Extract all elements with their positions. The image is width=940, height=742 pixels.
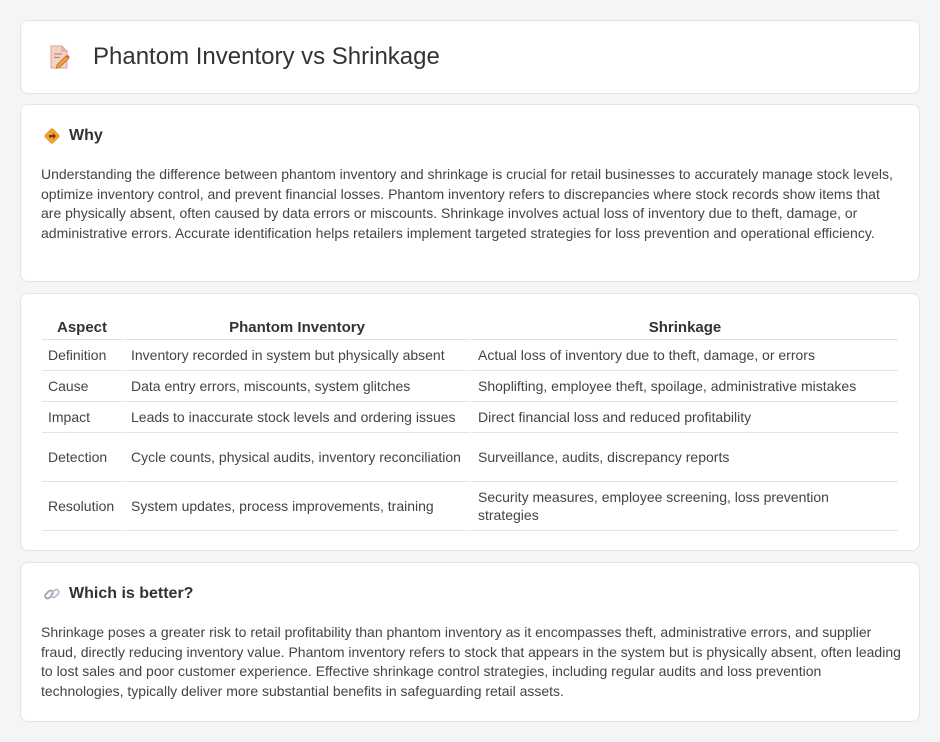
which-better-section	[20, 562, 920, 722]
row-aspect: Detection	[42, 433, 122, 482]
row-phantom-value: Leads to inaccurate stock levels and ordering issues	[122, 402, 469, 433]
page-title: Phantom Inventory vs Shrinkage	[93, 43, 440, 70]
better-title: Which is better?	[69, 585, 194, 602]
why-heading	[43, 127, 103, 145]
diamond-direction-icon	[43, 127, 61, 145]
comparison-table	[42, 315, 898, 531]
why-title: Why	[69, 127, 103, 144]
better-heading	[43, 585, 193, 603]
row-shrinkage-value: Actual loss of inventory due to theft, damage, or errors	[469, 340, 898, 371]
table-row	[42, 433, 898, 482]
link-icon	[43, 585, 61, 603]
comparison-section	[20, 293, 920, 551]
row-shrinkage-value: Shoplifting, employee theft, spoilage, administrative mistakes	[469, 371, 898, 402]
row-aspect: Resolution	[42, 482, 122, 531]
header-card	[20, 20, 920, 94]
table-row	[42, 402, 898, 433]
row-phantom-value: Inventory recorded in system but physically absent	[122, 340, 469, 371]
better-text: Shrinkage poses a greater risk to retail profitability than phantom inventory as it encompasses theft, administrative errors, and supplier fraud, directly reducing inventory value. Phantom inventory refers to stock that appears in the system but is physically absent, often leading to lost sales and poor customer experience. Effective shrinkage control strategies, including regular audits and loss prevention technologies, typically deliver more substantial benefits in safeguarding retail assets.	[41, 624, 901, 699]
table-row	[42, 371, 898, 402]
table-row	[42, 340, 898, 371]
table-header-row	[42, 315, 898, 340]
row-shrinkage-value: Security measures, employee screening, loss prevention strategies	[469, 482, 898, 531]
header-phantom-inventory: Phantom Inventory	[122, 315, 469, 340]
page-header	[45, 43, 440, 71]
row-phantom-value: Cycle counts, physical audits, inventory reconciliation	[122, 433, 469, 482]
header-aspect: Aspect	[42, 315, 122, 340]
row-shrinkage-value: Surveillance, audits, discrepancy reports	[469, 433, 898, 482]
header-shrinkage: Shrinkage	[469, 315, 898, 340]
table-row	[42, 482, 898, 531]
why-section	[20, 104, 920, 282]
row-shrinkage-value: Direct financial loss and reduced profitability	[469, 402, 898, 433]
row-phantom-value: Data entry errors, miscounts, system glitches	[122, 371, 469, 402]
row-aspect: Definition	[42, 340, 122, 371]
document-pencil-icon	[45, 43, 73, 71]
why-text: Understanding the difference between phantom inventory and shrinkage is crucial for retail businesses to accurately manage stock levels, optimize inventory control, and prevent financial losses. Phantom inventory refers to discrepancies where stock records show items that are physically absent, often caused by data errors or miscounts. Shrinkage involves actual loss of inventory due to theft, damage, or administrative errors. Accurate identification helps retailers implement targeted strategies for loss prevention and operational efficiency.	[41, 166, 893, 241]
row-phantom-value: System updates, process improvements, training	[122, 482, 469, 531]
row-aspect: Impact	[42, 402, 122, 433]
row-aspect: Cause	[42, 371, 122, 402]
